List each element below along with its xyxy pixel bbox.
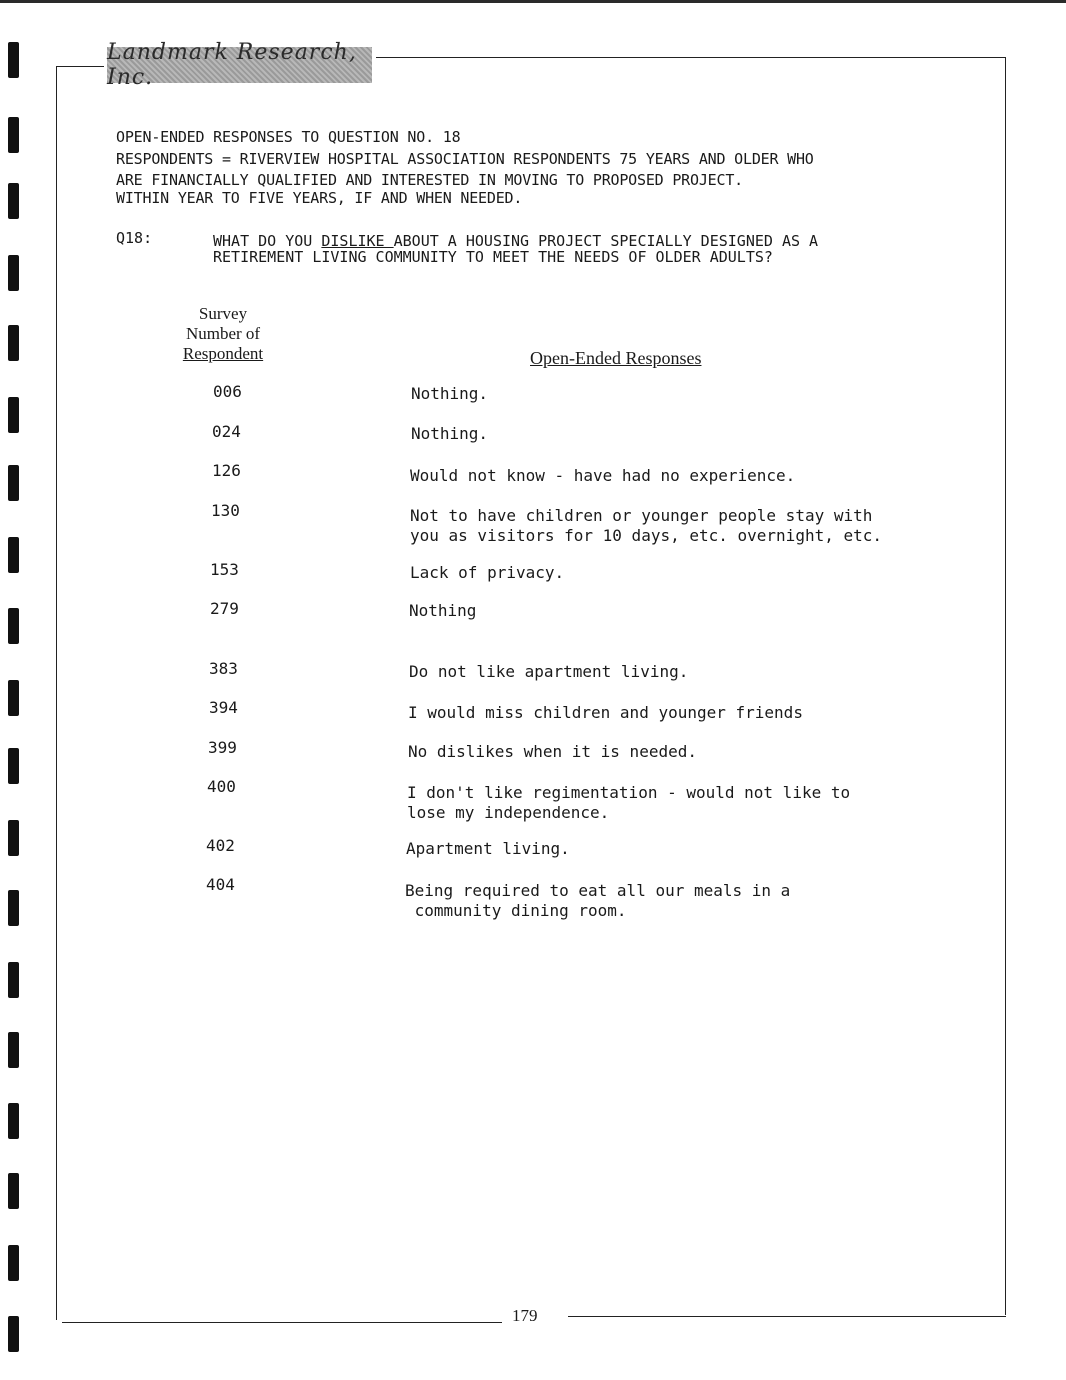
header-respondents-cont: ARE FINANCIALLY QUALIFIED AND INTERESTED IN MOVING TO PROPOSED PROJECT. [116,171,743,189]
header-respondents: RESPONDENTS = RIVERVIEW HOSPITAL ASSOCIATION RESPONDENTS 75 YEARS AND OLDER WHO [116,150,814,168]
frame-border [568,1316,1006,1317]
binding-hole [8,465,19,501]
survey-header-line: Number of [185,324,261,343]
respondent-number: 024 [212,422,241,441]
binding-hole [8,1245,19,1281]
response-text: Nothing. [411,384,489,403]
question-label: Q18: [116,229,153,247]
response-text: I would miss children and younger friends [408,703,803,722]
binding-hole [8,608,19,644]
frame-border [62,1322,502,1323]
binding-hole [8,325,19,361]
binding-hole [8,397,19,433]
respondent-number: 400 [207,777,236,796]
respondent-number: 006 [213,382,242,401]
binding-hole [8,680,19,716]
respondent-number: 394 [209,698,238,717]
binding-hole [8,183,19,219]
response-text: No dislikes when it is needed. [408,742,697,761]
response-text: Nothing [409,601,477,620]
respondent-number: 153 [210,560,239,579]
respondent-number: 404 [206,875,235,894]
response-text: Not to have children or younger people stay with you as visitors for 10 days, etc. overnight, etc. [410,506,883,545]
question-text-pre: WHAT DO YOU [213,232,322,250]
question-text-line2: RETIREMENT LIVING COMMUNITY TO MEET THE NEEDS OF OLDER ADULTS? [213,248,773,266]
binding-hole [8,1173,19,1209]
response-text: Nothing. [411,424,489,443]
respondent-number: 383 [209,659,238,678]
respondent-number: 126 [212,461,241,480]
page-number: 179 [512,1306,538,1325]
respondent-number: 402 [206,836,235,855]
survey-number-header [168,304,278,364]
respondent-number: 130 [211,501,240,520]
survey-header-line: Respondent [182,344,264,363]
response-text: Lack of privacy. [410,563,565,582]
company-logo: Landmark Research, Inc. [107,47,372,83]
binding-hole [8,1103,19,1139]
question-text-emphasis: DISLIKE [321,232,394,250]
binding-hole [8,1316,19,1352]
responses-header: Open-Ended Responses [530,348,702,368]
frame-border [56,66,104,67]
respondent-number: 279 [210,599,239,618]
question-text-post: ABOUT A HOUSING PROJECT SPECIALLY DESIGNED AS A [393,232,819,250]
survey-header-line: Survey [198,304,248,323]
binding-hole [8,42,19,78]
response-text: Do not like apartment living. [409,662,689,681]
frame-border [1005,57,1006,1315]
frame-border [56,66,57,1320]
binding-holes [8,0,28,1380]
respondent-number: 399 [208,738,237,757]
binding-hole [8,537,19,573]
binding-hole [8,820,19,856]
header-title: OPEN-ENDED RESPONSES TO QUESTION NO. 18 [116,128,461,146]
response-text: I don't like regimentation - would not like to lose my independence. [407,783,851,822]
response-text: Being required to eat all our meals in a community dining room. [405,881,791,920]
binding-hole [8,748,19,784]
frame-border [376,57,1006,58]
binding-hole [8,1032,19,1068]
binding-hole [8,890,19,926]
binding-hole [8,255,19,291]
binding-hole [8,117,19,153]
response-text: Apartment living. [406,839,570,858]
scan-edge [0,0,1066,3]
binding-hole [8,962,19,998]
header-timeframe: WITHIN YEAR TO FIVE YEARS, IF AND WHEN NEEDED. [116,189,523,207]
response-text: Would not know - have had no experience. [410,466,796,485]
